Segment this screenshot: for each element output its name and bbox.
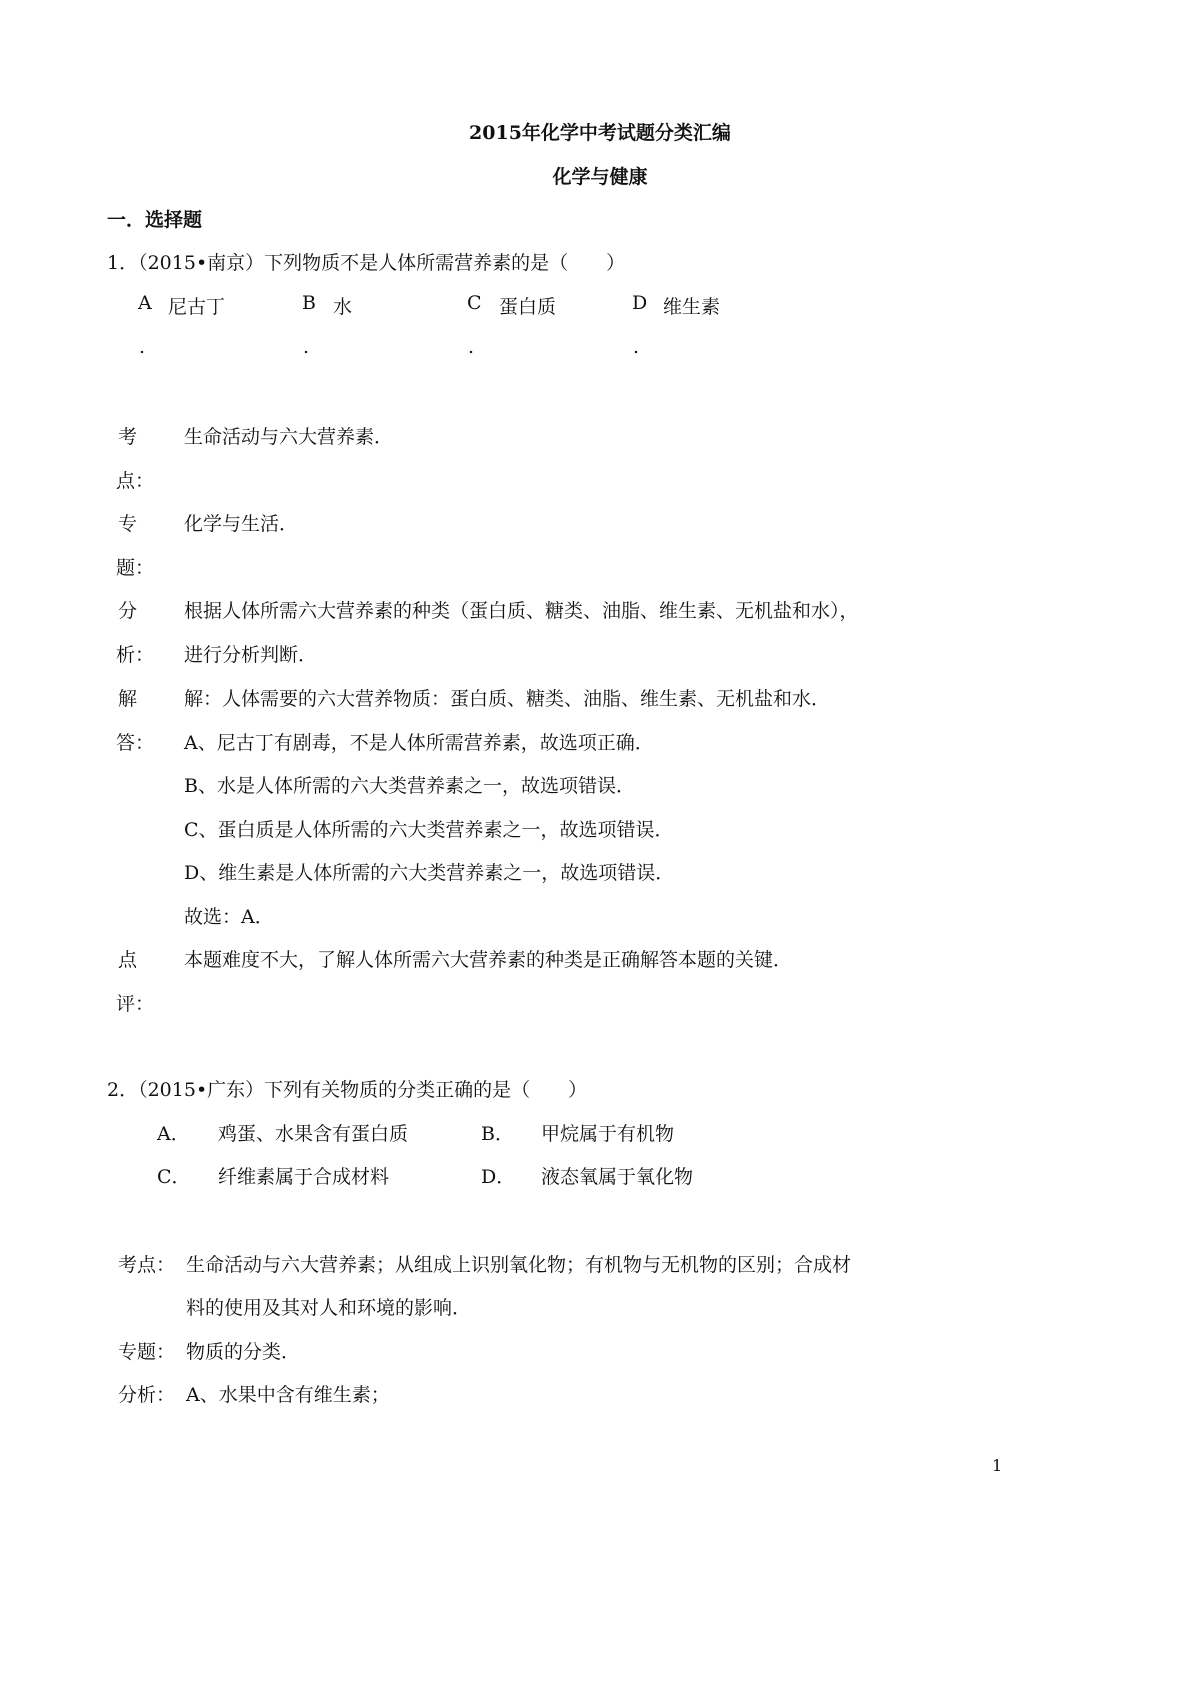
q1-zhuanti-label-1: 专 xyxy=(118,513,138,535)
q2-option-d-text: 液态氧属于氧化物 xyxy=(541,1166,694,1188)
q2-option-c-letter: C． xyxy=(157,1166,191,1188)
q1-fenxi-line-2: 进行分析判断． xyxy=(184,644,318,666)
q2-fenxi-text: A、水果中含有维生素； xyxy=(186,1384,390,1406)
q2-option-a-text: 鸡蛋、水果含有蛋白质 xyxy=(218,1123,409,1145)
q1-jieda-line-3: B、水是人体所需的六大类营养素之一，故选项错误． xyxy=(184,775,635,797)
q1-kaodian-label-1: 考 xyxy=(118,426,138,448)
question-2-stem: 2．（2015•广东）下列有关物质的分类正确的是（ ） xyxy=(107,1079,588,1101)
q1-option-c-text: 蛋白质 xyxy=(499,296,557,318)
q1-dianping-label-1: 点 xyxy=(118,949,138,971)
q1-option-d-text: 维生素 xyxy=(663,296,721,318)
q2-zhuanti-text: 物质的分类． xyxy=(186,1341,301,1363)
q1-option-a-letter: A xyxy=(138,292,152,314)
q1-dianping-text: 本题难度不大，了解人体所需六大营养素的种类是正确解答本题的关键． xyxy=(184,949,793,971)
q1-option-d-dot: . xyxy=(633,336,640,358)
q1-jieda-line-4: C、蛋白质是人体所需的六大类营养素之一，故选项错误． xyxy=(184,819,674,841)
q1-option-a-text: 尼古丁 xyxy=(168,296,226,318)
page-title: 2015年化学中考试题分类汇编 xyxy=(469,122,731,144)
q1-kaodian-label-2: 点： xyxy=(116,470,155,492)
q1-option-c-letter: C xyxy=(467,292,482,314)
q2-kaodian-label: 考点： xyxy=(118,1254,176,1276)
q1-jieda-line-1: 解：人体需要的六大营养物质：蛋白质、糖类、油脂、维生素、无机盐和水． xyxy=(184,688,831,710)
q1-zhuanti-label-2: 题： xyxy=(116,557,155,579)
q1-jieda-line-5: D、维生素是人体所需的六大类营养素之一，故选项错误． xyxy=(184,862,675,884)
q1-fenxi-line-1: 根据人体所需六大营养素的种类（蛋白质、糖类、油脂、维生素、无机盐和水）， xyxy=(184,600,859,622)
q1-fenxi-label-1: 分 xyxy=(118,600,138,622)
q1-zhuanti-text: 化学与生活． xyxy=(184,513,299,535)
q2-option-c-text: 纤维素属于合成材料 xyxy=(218,1166,390,1188)
q1-jieda-label-1: 解 xyxy=(118,688,138,710)
q1-option-b-text: 水 xyxy=(333,296,353,318)
q2-kaodian-line-2: 料的使用及其对人和环境的影响． xyxy=(186,1297,472,1319)
q1-option-c-dot: . xyxy=(468,336,475,358)
q1-option-a-dot: . xyxy=(139,336,146,358)
section-heading: 一．选择题 xyxy=(107,209,203,231)
q1-jieda-label-2: 答： xyxy=(116,732,155,754)
q2-fenxi-label: 分析： xyxy=(118,1384,176,1406)
q2-option-a-letter: A． xyxy=(157,1123,190,1145)
q2-option-b-letter: B． xyxy=(481,1123,514,1145)
q1-option-b-letter: B xyxy=(302,292,316,314)
q1-kaodian-text: 生命活动与六大营养素． xyxy=(184,426,394,448)
q2-kaodian-line-1: 生命活动与六大营养素；从组成上识别氧化物；有机物与无机物的区别；合成材 xyxy=(186,1254,852,1276)
q1-jieda-line-2: A、尼古丁有剧毒，不是人体所需营养素，故选项正确． xyxy=(184,732,654,754)
q2-zhuanti-label: 专题： xyxy=(118,1341,176,1363)
q2-option-d-letter: D． xyxy=(481,1166,516,1188)
page-number: 1 xyxy=(992,1456,1003,1475)
q1-option-b-dot: . xyxy=(303,336,310,358)
page-subtitle: 化学与健康 xyxy=(552,166,648,188)
q2-option-b-text: 甲烷属于有机物 xyxy=(541,1123,675,1145)
q1-fenxi-label-2: 析： xyxy=(116,644,155,666)
q1-option-d-letter: D xyxy=(632,292,648,314)
q1-dianping-label-2: 评： xyxy=(116,993,155,1015)
q1-jieda-line-6: 故选：A． xyxy=(184,906,274,928)
question-1-stem: 1．（2015•南京）下列物质不是人体所需营养素的是（ ） xyxy=(107,252,626,274)
